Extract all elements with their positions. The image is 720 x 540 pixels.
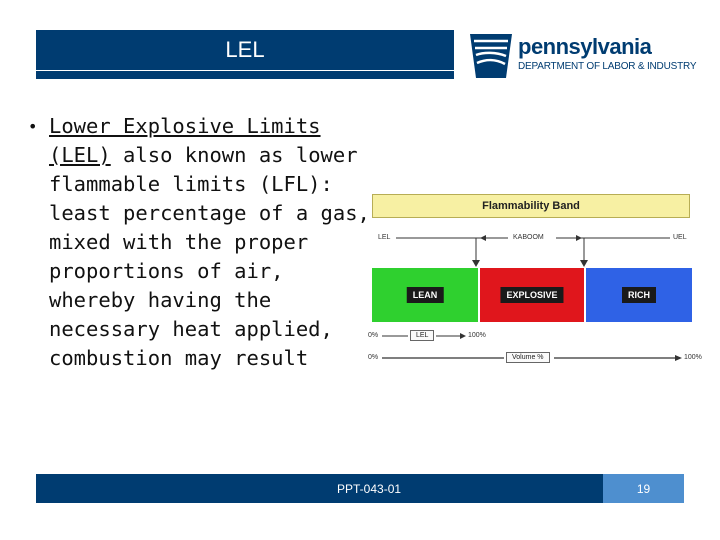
lel-term: Lower Explosive Limits (LEL): [49, 114, 321, 167]
band-title: Flammability Band: [372, 194, 690, 218]
lel-scale-end: 100%: [468, 332, 486, 339]
footer-bar: [36, 474, 603, 503]
lel-definition: also known as lower flammable limits (LFL): least percentage of a gas, mixed with the proper proportions of air, whereby having the necessary heat applied, combustion may result: [49, 143, 370, 370]
volume-scale-start: 0%: [368, 354, 379, 361]
logo-wordmark: pennsylvania: [518, 34, 652, 59]
pa-logo: [466, 30, 696, 82]
flammability-diagram: [368, 190, 702, 370]
rich-label: RICH: [622, 287, 656, 303]
volume-scale-end: 100%: [684, 354, 702, 361]
explosive-label: EXPLOSIVE: [500, 287, 563, 303]
lean-zone: [372, 268, 478, 322]
logo-department: DEPARTMENT OF LABOR & INDUSTRY: [518, 61, 697, 72]
uel-marker: UEL: [673, 234, 687, 241]
bullet-dot: •: [28, 117, 38, 136]
slide-title-bar: [36, 30, 454, 70]
explosive-zone: [480, 268, 584, 322]
rich-zone: [586, 268, 692, 322]
keystone-logo-icon: [468, 32, 514, 80]
bullet-item: [49, 112, 373, 373]
lel-marker: LEL: [378, 234, 391, 241]
title-underline: [36, 71, 454, 79]
volume-scale-label: Volume %: [506, 352, 550, 363]
page-number: 19: [603, 474, 684, 503]
lel-scale-label: LEL: [410, 330, 434, 341]
kaboom-label: KABOOM: [513, 234, 544, 241]
bullet-list: [28, 112, 373, 373]
slide-title: LEL: [225, 37, 265, 62]
lean-label: LEAN: [407, 287, 444, 303]
footer-code: PPT-043-01: [337, 482, 402, 496]
lel-scale-start: 0%: [368, 332, 379, 339]
